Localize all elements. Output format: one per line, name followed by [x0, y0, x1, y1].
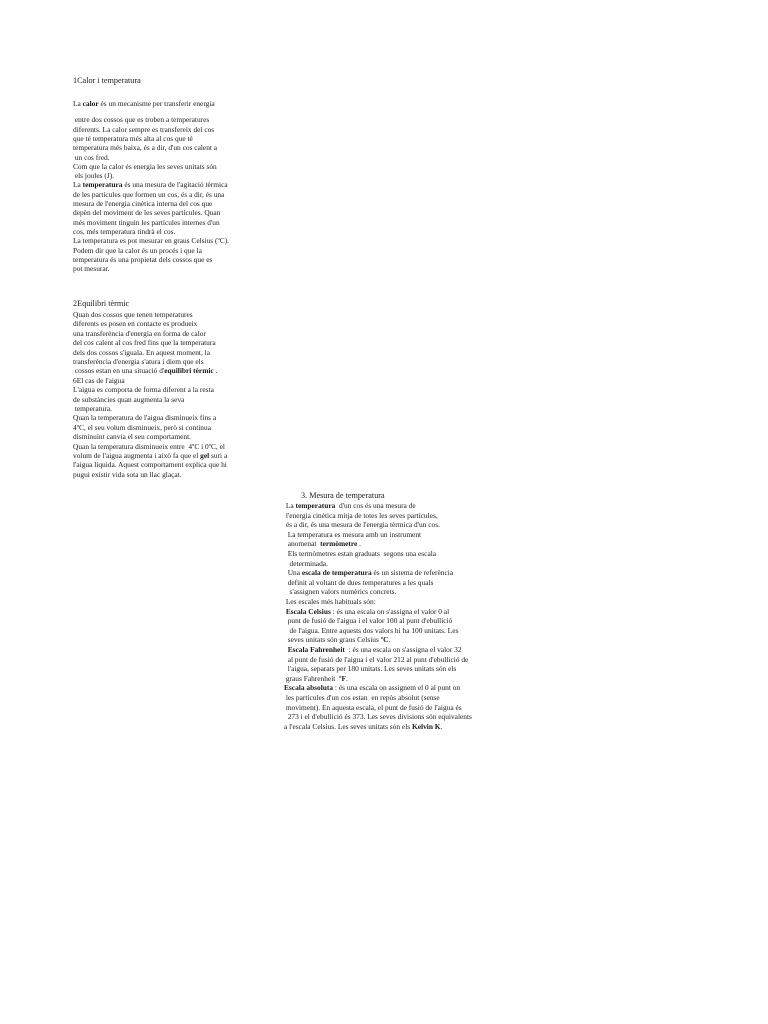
text-line: [73, 255, 212, 264]
text-run: La: [73, 99, 83, 108]
text-run: els joules (J).: [73, 171, 115, 181]
text-run: Com que la calor és energia les seves unitats són: [73, 161, 217, 171]
text-line: [73, 134, 193, 143]
text-line: [73, 227, 175, 236]
text-run: Quan la temperatura de l'aigua disminueix fins a: [73, 413, 217, 423]
text-line: [284, 664, 456, 673]
text-run: determinada.: [284, 558, 328, 568]
text-line: [284, 674, 348, 683]
text-run: Una: [284, 568, 302, 578]
text-line: [73, 451, 227, 460]
text-run: .: [388, 635, 391, 645]
text-line: [73, 319, 197, 328]
text-run: les partícules d'un cos estan en repòs absolut (sense: [284, 693, 440, 702]
text-line: [284, 712, 472, 721]
text-run: d'un cos és una mesura de: [335, 501, 416, 510]
text-line: [284, 607, 449, 616]
text-line: [284, 597, 376, 606]
text-run: al punt de fusió de l'aigua i el valor 212 al punt d'ebullició de: [284, 654, 469, 664]
text-line: [73, 442, 225, 451]
text-line: [73, 99, 215, 108]
text-run: és una mesura de l'agitació tèrmica: [122, 180, 228, 190]
bold-term: Escala Celsius: [285, 606, 331, 616]
bold-term: equilibri tèrmic: [164, 366, 214, 376]
text-run: .: [213, 366, 218, 376]
text-run: entre dos cossos que es troben a temperatures: [73, 115, 210, 125]
bold-term: temperatura: [82, 180, 123, 190]
text-run: seves unitats són graus Celsius: [284, 635, 381, 645]
text-run: mesura de l'energia cinètica interna del cos que: [73, 199, 213, 208]
bold-term: termòmetre: [320, 539, 358, 549]
text-run: Els termòmetres estan graduats segons una escala: [284, 549, 437, 558]
text-run: anomenat: [284, 539, 321, 549]
text-run: moviment). En aquesta escala, el punt de fusió de l'aigua és: [284, 702, 462, 712]
bold-term: Escala Fahrenheit: [287, 645, 345, 654]
text-line: [73, 236, 229, 245]
text-line: [73, 413, 216, 422]
text-run: transferència d'energia s'atura i diem que els: [73, 357, 204, 366]
text-run: : és una escala on s'assigna el valor 32: [344, 645, 462, 654]
text-line: [73, 208, 220, 217]
text-line: [284, 539, 361, 548]
text-line: [73, 171, 114, 180]
text-line: [73, 310, 193, 319]
text-line: [73, 264, 110, 273]
bold-term: temperatura: [295, 501, 336, 510]
text-line: [73, 348, 210, 357]
text-line: [73, 190, 224, 199]
text-line: [284, 693, 440, 702]
bold-term: Escala absoluta: [284, 683, 334, 693]
text-run: temperatura és una propietat dels cossos que es: [73, 254, 213, 264]
text-line: [284, 568, 453, 577]
text-run: l'aigua líquida. Aquest comportament explica que hi: [73, 460, 227, 470]
text-run: depèn del moviment de les seves partícules. Quan: [73, 208, 221, 218]
text-line: [73, 366, 217, 375]
text-line: [73, 115, 209, 124]
text-run: volum de l'aigua augmenta i això fa que el: [73, 451, 201, 460]
text-run: un cos fred.: [73, 152, 110, 162]
text-run: Podem dir que la calor és un procés i que la: [73, 245, 202, 255]
bold-term: ºC: [380, 635, 389, 645]
text-run: graus Fahrenheit: [284, 673, 340, 683]
text-run: dels dos cossos s'iguala. En aquest moment, la: [73, 347, 211, 357]
text-run: s'assignen valors numèrics concrets.: [284, 587, 397, 597]
text-line: [73, 199, 212, 208]
bold-term: gel: [200, 451, 210, 460]
section-title: 2Equilibri tèrmic: [73, 299, 130, 308]
text-line: [284, 587, 396, 596]
text-run: La: [73, 180, 83, 190]
text-line: [73, 338, 216, 347]
text-run: diferents. La calor sempre es transfereix del cos: [73, 124, 215, 134]
text-run: del cos calent al cos fred fins que la temperatura: [73, 338, 216, 348]
text-line: [73, 218, 220, 227]
text-line: [73, 143, 217, 152]
text-run: més moviment tinguin les partícules internes d'un: [73, 217, 220, 227]
text-line: [284, 530, 421, 539]
text-run: : és una escala on s'assigna el valor 0 al: [330, 606, 450, 616]
bold-term: ºF: [339, 673, 346, 683]
text-run: .: [440, 721, 443, 731]
text-line: [284, 703, 462, 712]
text-line: [284, 635, 390, 644]
text-line: [284, 549, 436, 558]
text-run: temperatura més baixa, és a dir, d'un cos calent a: [73, 143, 218, 153]
text-line: [284, 722, 442, 731]
text-line: [73, 329, 206, 338]
text-run: és un sistema de referència: [371, 568, 454, 578]
text-run: Quan la temperatura disminueix entre 4ºC i 0ºC, el: [73, 441, 225, 451]
text-line: [73, 125, 214, 134]
text-line: [73, 404, 112, 413]
text-run: a l'escala Celsius. Les seves unitats són els: [284, 721, 412, 731]
text-run: La temperatura es pot mesurar en graus Celsius (ºC).: [73, 236, 230, 246]
text-run: pugui existir vida sota un llac glaçat.: [73, 469, 182, 479]
text-line: [73, 385, 214, 394]
text-line: [73, 395, 184, 404]
text-run: cossos estan en una situació d': [73, 366, 165, 376]
text-run: 273 i el d'ebullició és 373. Les seves divisions són equivalents: [284, 712, 472, 722]
text-line: [73, 376, 125, 385]
text-run: de substàncies quan augmenta la seva: [73, 394, 185, 404]
text-run: 4ºC, el seu volum disminueix, però si continua: [73, 422, 211, 432]
bold-term: escala de temperatura: [301, 568, 372, 578]
text-line: [73, 153, 110, 162]
text-run: Quan dos cossos que tenen temperatures: [73, 310, 193, 319]
text-line: [284, 520, 440, 529]
section-title: 3. Mesura de temperatura: [301, 491, 385, 500]
text-run: diferents es posen en contacte es produeix: [73, 319, 198, 329]
text-run: pot mesurar.: [73, 264, 110, 274]
text-line: [73, 246, 202, 255]
text-run: La temperatura es mesura amb un instrument: [284, 529, 422, 539]
bold-term: calor: [82, 99, 99, 108]
text-run: L'aigua es comporta de forma diferent a la resta: [73, 385, 214, 395]
section-title: 1Calor i temperatura: [73, 76, 141, 85]
text-run: : és una escala on assignem el 0 al punt on: [333, 683, 461, 693]
text-run: temperatura.: [73, 404, 112, 413]
text-line: [284, 683, 460, 692]
text-run: és un mecanisme per transferir energia: [98, 99, 215, 108]
text-line: [284, 511, 438, 520]
text-line: [284, 501, 416, 510]
text-line: [73, 460, 227, 469]
text-line: [73, 470, 182, 479]
text-run: és a dir, és una mesura de l'energia tèrmica d'un cos.: [284, 520, 440, 530]
text-run: disminuint canvia el seu comportament.: [73, 432, 192, 442]
text-run: que té temperatura més alta al cos que té: [73, 133, 193, 143]
text-line: [284, 578, 433, 587]
text-line: [284, 655, 468, 664]
text-line: [73, 432, 191, 441]
text-run: .: [357, 539, 362, 549]
text-line: [73, 357, 204, 366]
text-line: [284, 559, 328, 568]
text-run: punt de fusió de l'aigua i el valor 100 al punt d'ebullició: [284, 616, 453, 626]
text-run: l'energia cinètica mitja de totes les seves partícules,: [284, 510, 438, 520]
text-line: [284, 645, 462, 654]
text-run: 6El cas de l'aigua: [73, 375, 125, 385]
text-line: [284, 626, 458, 635]
text-line: [73, 162, 217, 171]
text-run: suri a: [209, 451, 228, 460]
text-run: de l'aigua. Entre aquests dos valors hi ha 100 unitats. Les: [284, 625, 459, 635]
text-line: [73, 423, 211, 432]
text-run: una transferència d'energia en forma de calor: [73, 328, 206, 338]
text-run: cos, més temperatura tindrà el cos.: [73, 226, 176, 236]
text-run: .: [345, 673, 348, 683]
text-line: [284, 616, 452, 625]
text-run: Les escales més habituals són:: [284, 597, 376, 606]
text-line: [73, 180, 228, 189]
text-run: de les partícules que formen un cos, és a dir, és una: [73, 189, 225, 199]
text-run: La: [284, 501, 296, 510]
text-run: definit al voltant de dues temperatures a les quals: [284, 577, 434, 587]
text-run: l'aigua, separats per 180 unitats. Les seves unitats són els: [284, 664, 457, 674]
bold-term: Kelvin K: [411, 721, 441, 731]
